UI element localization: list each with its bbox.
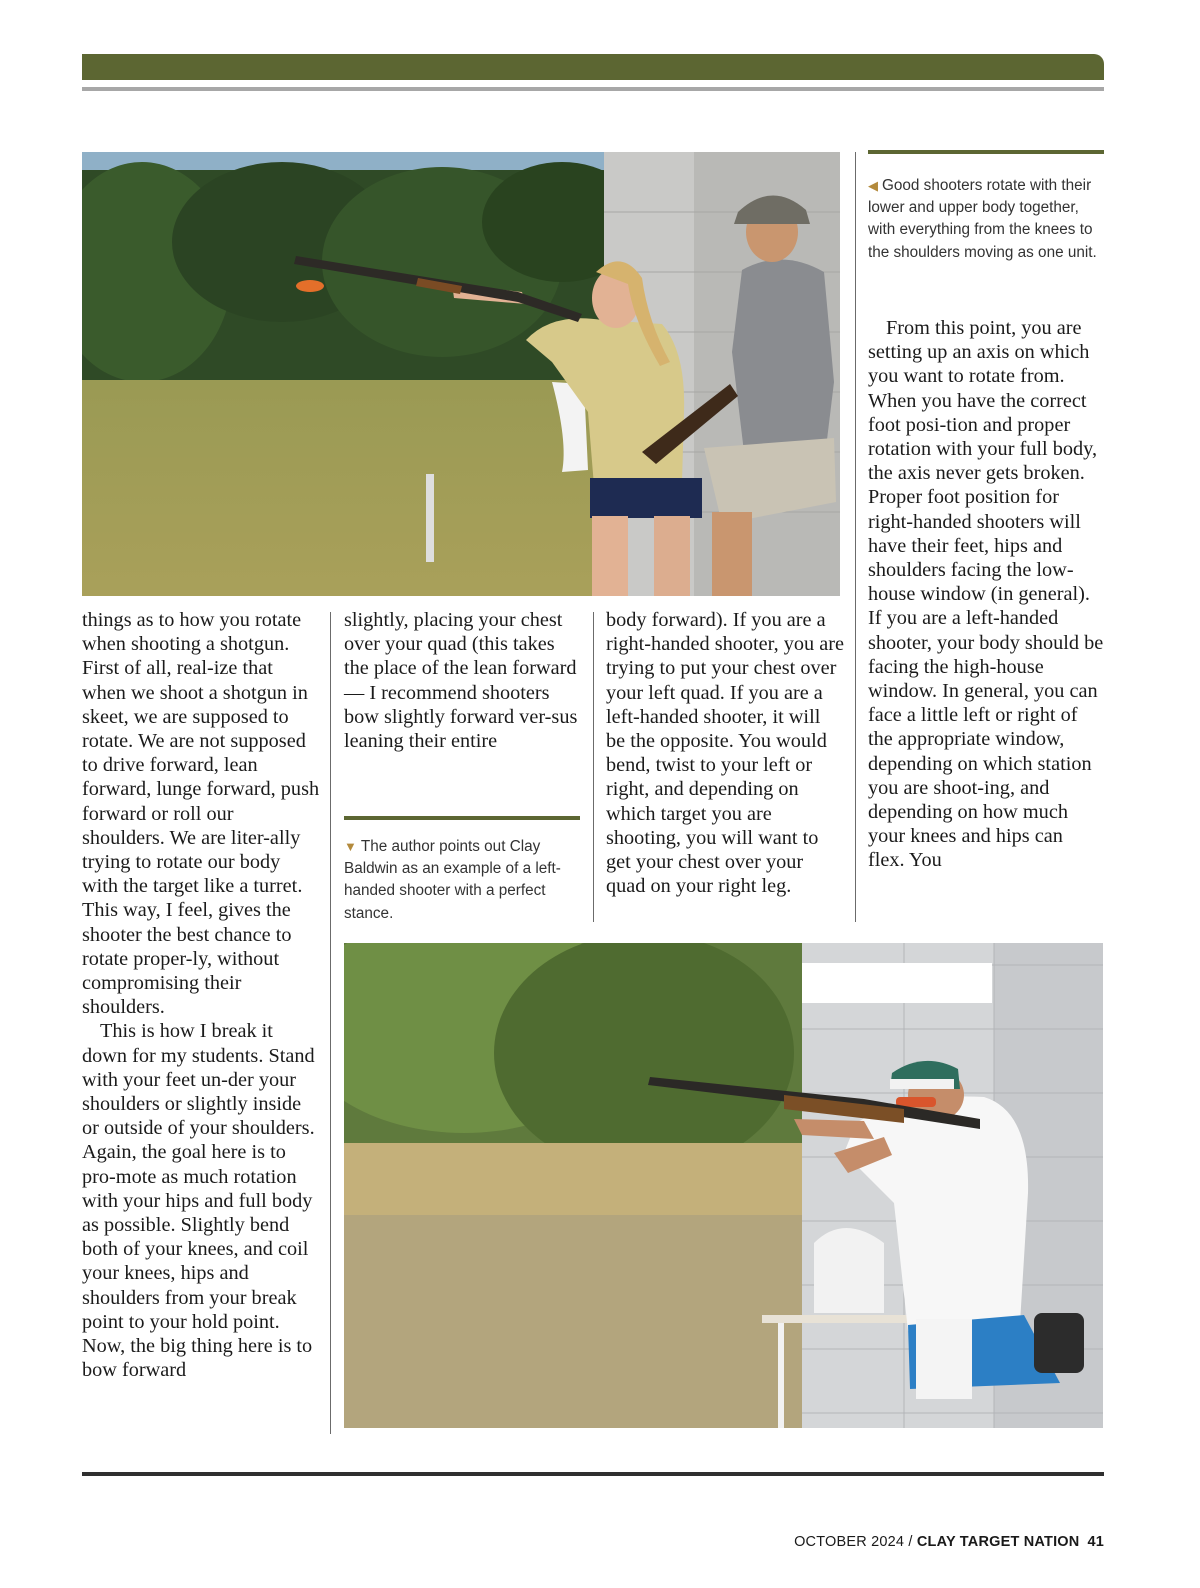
body-col1-p1: things as to how you rotate when shooting a shotgun. First of all, real-ize that when we shoot a shotgun in skeet, we are supposed to rotate. We are not supposed to drive forward, lean forward, lunge forward, push forward or roll our shoulders. We are liter-ally trying to rotate our body with the target like a turret. This way, I feel, gives the shooter the best chance to rotate proper-ly, without compromising their shoulders. xyxy=(82,609,320,1019)
caption-top-text: Good shooters rotate with their lower and upper body together, with everything from the knees to the shoulders moving as one unit. xyxy=(868,177,1097,261)
body-column-1 xyxy=(82,608,320,1383)
photo-left-handed-shooter xyxy=(344,943,1103,1428)
footer-rule xyxy=(82,1472,1104,1476)
caption-rule-top xyxy=(868,150,1104,154)
body-col4-p1: From this point, you are setting up an axis on which you want to rotate from. When you have the correct foot posi-tion and proper rotation with your full body, the axis never gets broken. Proper foot position for right-handed shooters will have their feet, hips and shoulders facing the low-house window (in general). If you are a left-handed shooter, your body should be facing the high-house window. In general, you can face a little left or right of the appropriate window, depending on which station you are shoot-ing, and depending on how much your knees and hips can flex. You xyxy=(868,317,1104,872)
footer-issue: OCTOBER 2024 / xyxy=(794,1534,917,1550)
photo-woman-shooter xyxy=(82,152,840,596)
header-rule xyxy=(82,87,1104,91)
body-column-4 xyxy=(868,316,1104,873)
column-divider-2 xyxy=(593,612,594,922)
caption-bottom-text: The author points out Clay Baldwin as an example of a left-handed shooter with a perfect stance. xyxy=(344,838,561,922)
body-column-3 xyxy=(606,608,844,898)
caption-arrow-left-icon: ◀ xyxy=(868,178,878,193)
body-column-2 xyxy=(344,608,582,753)
caption-bottom xyxy=(344,836,580,925)
page-footer xyxy=(794,1534,1104,1550)
column-divider-1 xyxy=(330,612,331,1434)
caption-top xyxy=(868,175,1104,264)
header-bar xyxy=(82,54,1104,80)
caption-rule-bottom xyxy=(344,816,580,820)
body-col2-p1: slightly, placing your chest over your quad (this takes the place of the lean forward — I recommend shooters bow slightly forward ver-sus leaning their entire xyxy=(344,609,578,753)
caption-arrow-down-icon: ▼ xyxy=(344,839,357,854)
body-col3-p1: body forward). If you are a right-handed shooter, you are trying to put your chest over your left quad. If you are a left-handed shooter, it will be the opposite. You would bend, twist to your left or right, and depending on which target you are shooting, you will want to get your chest over your quad on your right leg. xyxy=(606,609,844,898)
footer-magazine-name: CLAY TARGET NATION xyxy=(916,1534,1080,1550)
page-number: 41 xyxy=(1087,1534,1104,1550)
body-col1-p2: This is how I break it down for my students. Stand with your feet un-der your shoulders or slightly inside or outside of your shoulders. Again, the goal here is to pro-mote as much rotation with your hips and full body as possible. Slightly bend both of your knees, and coil your knees, hips and shoulders from your break point to your hold point. Now, the big thing here is to bow forward xyxy=(82,1020,315,1382)
column-divider-3 xyxy=(855,152,856,922)
